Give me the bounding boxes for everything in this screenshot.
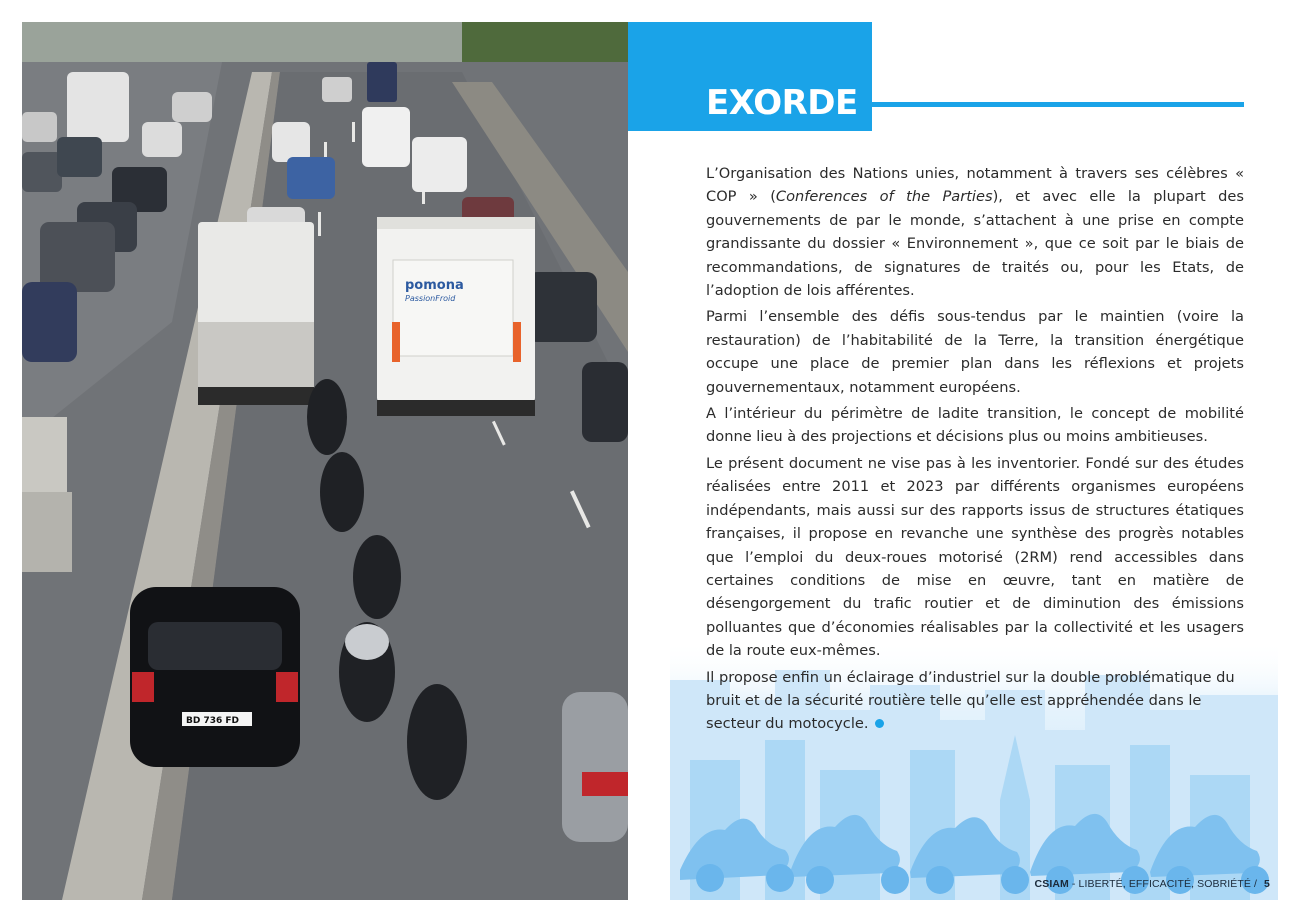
traffic-illustration xyxy=(22,22,628,900)
footer-tagline: - LIBERTÉ, EFFICACITÉ, SOBRIÉTÉ / xyxy=(1068,878,1261,890)
paragraph-1-segment-3: ), et avec elle la plupart des gouvernements de par le monde, s’attachent à une prise en compte grandissante du dossier « Environnement », que ce soit par le biais de recommandations, de signatures de traités ou, pour les Etats, de l’adoption de lois afférentes. xyxy=(706,188,1244,300)
paragraph-4-text: Le présent document ne vise pas à les inventorier. Fondé sur des études réalisées entre 2011 et 2023 par différents organismes européens indépendants, mais aussi sur des rapports issus de structures étatiques françaises, il propose en revanche une synthèse des progrès notables que l’emploi du deux-roues motorisé (2RM) rend accessibles dans certaines conditions de mise en œuvre, tant en matière de désengorgement du trafic routier et de diminution des émissions polluantes que d’économies réalisables par la collectivité et les usagers de la route eux-mêmes. xyxy=(706,454,1244,660)
paragraph xyxy=(706,452,1244,663)
end-bullet-icon xyxy=(875,719,884,728)
plate-text: BD 736 FD xyxy=(186,716,240,726)
body-text xyxy=(706,162,1244,739)
page-title: EXORDE xyxy=(706,83,858,123)
footer-brand: CSIAM xyxy=(1034,878,1069,890)
traffic-photo xyxy=(22,22,628,900)
paragraph-5-text: Il propose enfin un éclairage d’industriel sur la double problématique du bruit et de la sécurité routière telle qu’elle est appréhendée dans le secteur du motocycle. xyxy=(706,668,1235,733)
paragraph xyxy=(706,666,1244,736)
paragraph-3-text: A l’intérieur du périmètre de ladite transition, le concept de mobilité donne lieu à des projections et décisions plus ou moins ambitieuses. xyxy=(706,405,1244,446)
truck-brand-text: pomona xyxy=(405,278,464,293)
paragraph-1-segment-1: L’Organisation des Nations unies, notamment à travers ses célèbres « COP » ( xyxy=(706,165,1244,206)
paragraph xyxy=(706,402,1244,449)
page-footer xyxy=(1035,878,1270,890)
paragraph xyxy=(706,162,1244,302)
page-number: 5 xyxy=(1264,878,1270,890)
title-underline xyxy=(872,102,1244,107)
paragraph-2-text: Parmi l’ensemble des défis sous-tendus par le maintien (voire la restauration) de l’habitabilité de la Terre, la transition énergétique occupe une place de premier plan dans les réflexions et projets gouvernementaux, notamment européens. xyxy=(706,308,1244,396)
paragraph xyxy=(706,305,1244,399)
truck-sub-text: PassionFroid xyxy=(405,294,456,303)
paragraph-1-italic: Conferences of the Parties xyxy=(775,188,993,206)
